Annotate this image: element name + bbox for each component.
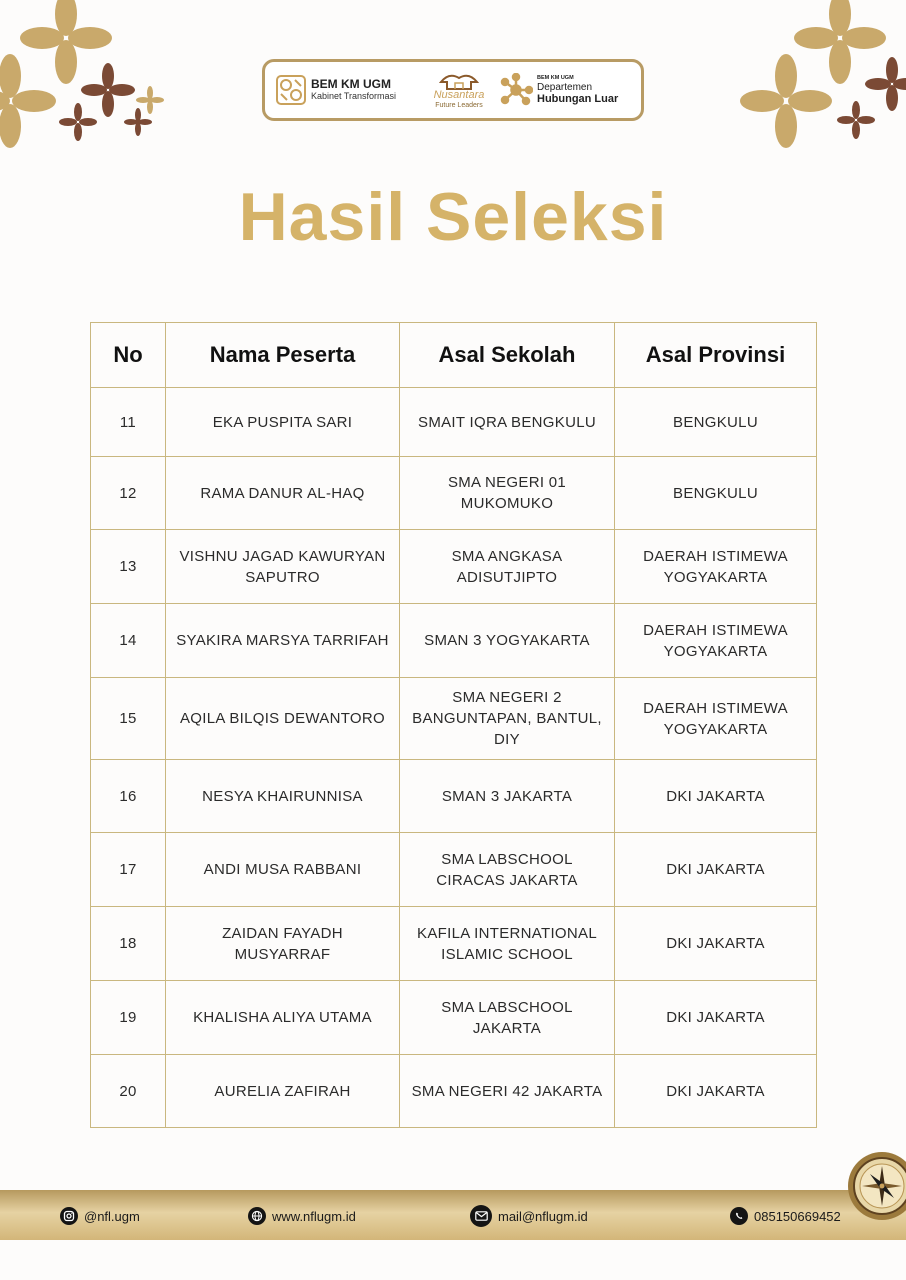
cell-sekolah: SMA NEGERI 2 BANGUNTAPAN, BANTUL, DIY bbox=[400, 678, 615, 760]
table-row bbox=[91, 678, 817, 760]
cell-nama: AURELIA ZAFIRAH bbox=[166, 1055, 400, 1128]
cell-provinsi: BENGKULU bbox=[615, 388, 817, 457]
column-header-sekolah: Asal Sekolah bbox=[400, 323, 615, 388]
cell-nama: AQILA BILQIS DEWANTORO bbox=[166, 678, 400, 760]
cell-sekolah: KAFILA INTERNATIONAL ISLAMIC SCHOOL bbox=[400, 907, 615, 981]
nfl-logo bbox=[425, 70, 493, 110]
table-row bbox=[91, 457, 817, 530]
dept-org: BEM KM UGM bbox=[537, 75, 574, 81]
instagram-handle: @nfl.ugm bbox=[84, 1208, 140, 1224]
cell-no: 19 bbox=[91, 981, 166, 1055]
cell-sekolah: SMAN 3 YOGYAKARTA bbox=[400, 604, 615, 678]
column-header-provinsi: Asal Provinsi bbox=[615, 323, 817, 388]
results-table bbox=[90, 322, 817, 1128]
dept-name: Hubungan Luar bbox=[537, 93, 619, 105]
cell-sekolah: SMA NEGERI 01 MUKOMUKO bbox=[400, 457, 615, 530]
phone-number: 085150669452 bbox=[754, 1208, 841, 1224]
flower-ornament-right bbox=[736, 0, 906, 160]
cell-provinsi: DKI JAKARTA bbox=[615, 833, 817, 907]
cell-provinsi: DAERAH ISTIMEWA YOGYAKARTA bbox=[615, 530, 817, 604]
logo-bar bbox=[262, 59, 644, 121]
table-row bbox=[91, 760, 817, 833]
cell-nama: EKA PUSPITA SARI bbox=[166, 388, 400, 457]
instagram-icon bbox=[60, 1207, 78, 1225]
table-row bbox=[91, 907, 817, 981]
footer-instagram[interactable] bbox=[60, 1206, 140, 1226]
network-icon bbox=[499, 73, 533, 107]
dept-logo bbox=[499, 73, 631, 107]
cell-provinsi: DAERAH ISTIMEWA YOGYAKARTA bbox=[615, 678, 817, 760]
compass-icon bbox=[846, 1150, 906, 1222]
cell-no: 14 bbox=[91, 604, 166, 678]
event-title: Nusantara bbox=[433, 89, 485, 101]
cell-no: 11 bbox=[91, 388, 166, 457]
cell-sekolah: SMA NEGERI 42 JAKARTA bbox=[400, 1055, 615, 1128]
page-title: Hasil Seleksi bbox=[238, 179, 668, 255]
whatsapp-icon bbox=[730, 1207, 748, 1225]
cell-no: 16 bbox=[91, 760, 166, 833]
cell-provinsi: BENGKULU bbox=[615, 457, 817, 530]
cell-nama: KHALISHA ALIYA UTAMA bbox=[166, 981, 400, 1055]
website-link: www.nflugm.id bbox=[272, 1208, 356, 1224]
cell-nama: SYAKIRA MARSYA TARRIFAH bbox=[166, 604, 400, 678]
table-header-row bbox=[91, 323, 817, 388]
column-header-nama: Nama Peserta bbox=[166, 323, 400, 388]
footer-email[interactable] bbox=[470, 1206, 588, 1226]
cell-sekolah: SMAIT IQRA BENGKULU bbox=[400, 388, 615, 457]
cell-provinsi: DAERAH ISTIMEWA YOGYAKARTA bbox=[615, 604, 817, 678]
cell-provinsi: DKI JAKARTA bbox=[615, 981, 817, 1055]
cell-nama: ZAIDAN FAYADH MUSYARRAF bbox=[166, 907, 400, 981]
cell-no: 13 bbox=[91, 530, 166, 604]
cell-provinsi: DKI JAKARTA bbox=[615, 760, 817, 833]
flower-ornament-left bbox=[0, 0, 170, 160]
cell-sekolah: SMAN 3 JAKARTA bbox=[400, 760, 615, 833]
cell-nama: RAMA DANUR AL-HAQ bbox=[166, 457, 400, 530]
cell-provinsi: DKI JAKARTA bbox=[615, 1055, 817, 1128]
cell-nama: VISHNU JAGAD KAWURYAN SAPUTRO bbox=[166, 530, 400, 604]
cell-no: 17 bbox=[91, 833, 166, 907]
org-subtitle: Kabinet Transformasi bbox=[311, 91, 397, 101]
org-title: BEM KM UGM bbox=[311, 77, 391, 91]
nfl-house-icon bbox=[439, 70, 479, 90]
table-row bbox=[91, 833, 817, 907]
email-link: mail@nflugm.id bbox=[498, 1208, 588, 1224]
cell-sekolah: SMA LABSCHOOL JAKARTA bbox=[400, 981, 615, 1055]
cell-sekolah: SMA ANGKASA ADISUTJIPTO bbox=[400, 530, 615, 604]
mail-icon bbox=[470, 1205, 492, 1227]
cell-no: 15 bbox=[91, 678, 166, 760]
cell-nama: ANDI MUSA RABBANI bbox=[166, 833, 400, 907]
table-row bbox=[91, 1055, 817, 1128]
footer-phone[interactable] bbox=[730, 1206, 841, 1226]
table-row bbox=[91, 981, 817, 1055]
table-row bbox=[91, 604, 817, 678]
bem-emblem-icon bbox=[275, 74, 307, 106]
table-row bbox=[91, 388, 817, 457]
globe-icon bbox=[248, 1207, 266, 1225]
dept-label: Departemen bbox=[537, 82, 593, 93]
bem-logo bbox=[275, 74, 425, 106]
table-row bbox=[91, 530, 817, 604]
cell-no: 20 bbox=[91, 1055, 166, 1128]
cell-no: 18 bbox=[91, 907, 166, 981]
cell-sekolah: SMA LABSCHOOL CIRACAS JAKARTA bbox=[400, 833, 615, 907]
cell-provinsi: DKI JAKARTA bbox=[615, 907, 817, 981]
cell-no: 12 bbox=[91, 457, 166, 530]
cell-nama: NESYA KHAIRUNNISA bbox=[166, 760, 400, 833]
column-header-no: No bbox=[91, 323, 166, 388]
event-subtitle: Future Leaders bbox=[435, 102, 483, 109]
footer-website[interactable] bbox=[248, 1206, 356, 1226]
